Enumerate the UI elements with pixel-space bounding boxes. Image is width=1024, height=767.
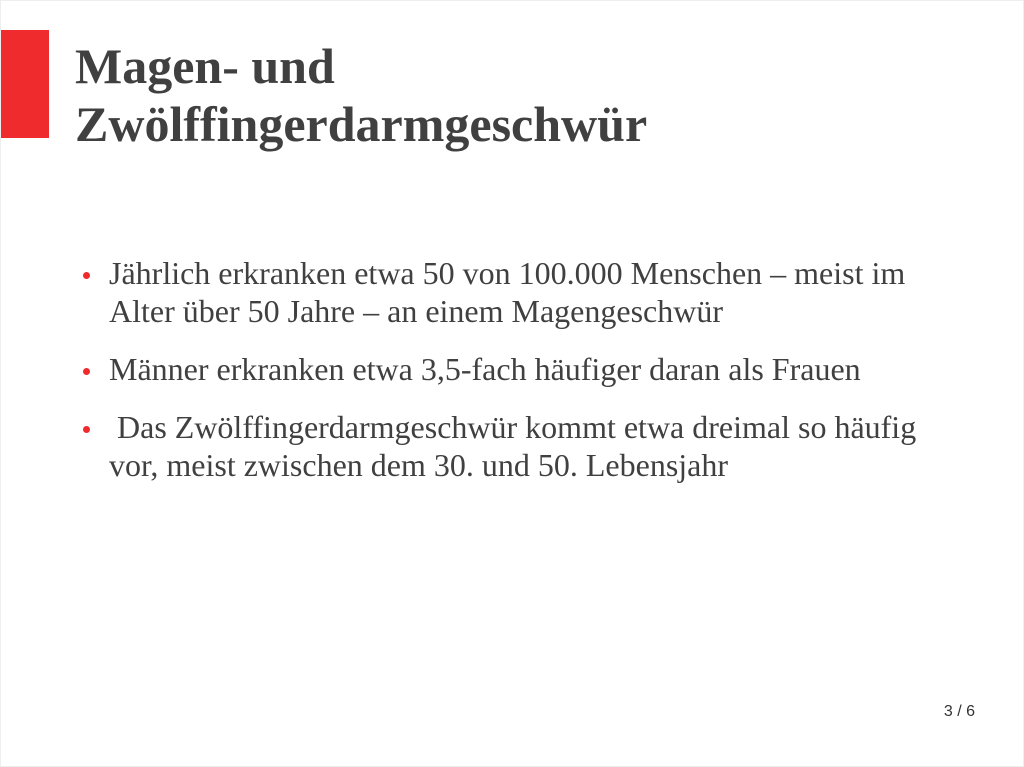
bullet-text: Das Zwölffingerdarmgeschwür kommt etwa dreimal so häufig vor, meist zwischen dem 30. und 50. Lebensjahr (109, 409, 925, 483)
slide-title (75, 37, 975, 153)
bullet-dot-icon (83, 368, 90, 375)
slide-title-line-1: Magen- und (75, 38, 335, 94)
bullet-text: Jährlich erkranken etwa 50 von 100.000 Menschen – meist im Alter über 50 Jahre – an einem Magengeschwür (109, 255, 906, 329)
page-indicator: 3 / 6 (943, 703, 975, 720)
title-accent-bar (1, 30, 49, 138)
bullet-text: Männer erkranken etwa 3,5-fach häufiger daran als Frauen (109, 351, 861, 387)
bullet-list (71, 254, 971, 484)
bullet-item (71, 254, 971, 330)
bullet-dot-icon (83, 426, 90, 433)
bullet-item (71, 350, 971, 388)
bullet-dot-icon (83, 272, 90, 279)
bullet-item (71, 408, 971, 484)
slide-title-line-2: Zwölffingerdarmgeschwür (75, 96, 648, 152)
